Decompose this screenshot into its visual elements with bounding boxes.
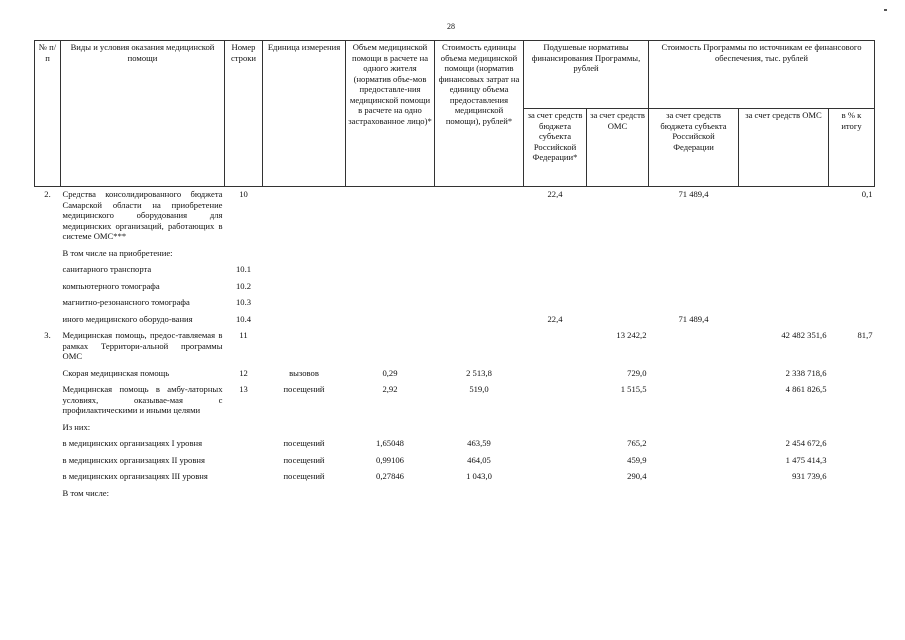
cell-unit: посещений (283, 454, 325, 465)
cell-volume (346, 262, 435, 279)
cell-unit (263, 279, 346, 296)
cell-cost: 2 513,8 (466, 367, 492, 378)
cell-program-pct (829, 436, 875, 453)
cell-percapita-budget (524, 295, 587, 312)
cell-percapita-oms (587, 246, 649, 263)
cell-name: иного медицинского оборудо-вания (62, 313, 193, 324)
cell-percapita-oms: 13 242,2 (616, 330, 647, 340)
cell-unit: посещений (283, 384, 325, 394)
cell-percapita-budget (524, 453, 587, 470)
cell-num (35, 453, 61, 470)
cell-program-oms (739, 420, 829, 437)
cell-program-oms: 42 482 351,6 (781, 330, 827, 340)
cell-percapita-oms: 729,0 (627, 367, 647, 378)
cell-line (225, 469, 263, 486)
table-row (35, 187, 875, 246)
cell-program-pct (829, 453, 875, 470)
cell-num: 3. (44, 330, 51, 340)
cell-cost (435, 246, 524, 263)
cell-percapita-budget (524, 382, 587, 420)
cell-program-pct: 81,7 (857, 330, 873, 340)
cell-program-oms: 2 338 718,6 (785, 367, 827, 378)
cell-percapita-budget (524, 469, 587, 486)
cell-line: 10.1 (235, 264, 252, 274)
cell-unit: посещений (283, 471, 325, 481)
cell-volume: 0,29 (382, 367, 398, 378)
cell-unit: вызовов (289, 367, 319, 378)
header-percapita-oms: за счет средств ОМС (587, 109, 649, 187)
cell-volume (346, 312, 435, 329)
cell-percapita-oms: 765,2 (627, 438, 647, 448)
cell-program-budget (649, 295, 739, 312)
cell-program-budget (649, 436, 739, 453)
cell-program-pct (829, 486, 875, 503)
table-row (35, 453, 875, 470)
cell-name: Скорая медицинская помощь (62, 367, 170, 378)
cell-num (35, 295, 61, 312)
cell-unit (263, 246, 346, 263)
cell-cost (435, 486, 524, 503)
cell-line (225, 436, 263, 453)
cell-percapita-budget (524, 436, 587, 453)
cell-program-pct (829, 262, 875, 279)
cell-line: 10.4 (235, 313, 252, 324)
cell-program-budget (649, 469, 739, 486)
header-line: Номер строки (225, 41, 263, 187)
cell-name: Медицинская помощь, предос-тавляемая в рамках Территори-альной программы ОМС (62, 330, 223, 361)
cell-name: Средства консолидированного бюджета Самарской области на приобретение медицинского оборудования для медицинских организаций, работающих в системе ОМС*** (61, 187, 225, 246)
cell-program-budget (649, 262, 739, 279)
cell-percapita-budget (524, 328, 587, 366)
cell-num (35, 366, 61, 383)
cell-program-oms: 4 861 826,5 (785, 384, 827, 394)
cell-percapita-budget (524, 420, 587, 437)
header-unit: Единица измерения (263, 41, 346, 187)
cell-program-budget (649, 328, 739, 366)
table-row (35, 328, 875, 366)
cell-volume (346, 279, 435, 296)
table-row (35, 469, 875, 486)
cell-program-pct (829, 246, 875, 263)
header-cost: Стоимость единицы объема медицинской помощи (норматив финансовых затрат на единицу объема предоставления медицинской помощи), рублей* (435, 41, 524, 187)
cell-program-oms: 1 475 414,3 (785, 454, 827, 465)
header-program-oms: за счет средств ОМС (739, 109, 829, 187)
header-num: № п/п (35, 41, 61, 187)
cell-cost: 464,05 (467, 454, 491, 465)
cell-cost: 1 043,0 (466, 471, 492, 481)
cell-percapita-budget: 22,4 (547, 313, 563, 324)
header-kind: Виды и условия оказания медицинской помощи (61, 41, 225, 187)
cell-percapita-budget (524, 262, 587, 279)
table-body (35, 187, 875, 503)
cell-name: Медицинская помощь в амбу-латорных условиях, оказывае-мая с профилактическими и иными целями (62, 384, 223, 415)
cell-name: компьютерного томографа (62, 280, 160, 291)
cell-line: 13 (239, 384, 248, 394)
table-row (35, 312, 875, 329)
cell-program-budget (649, 486, 739, 503)
cell-num (35, 436, 61, 453)
cell-program-oms (739, 295, 829, 312)
cell-num (35, 382, 61, 420)
cell-percapita-oms (587, 486, 649, 503)
table-row (35, 295, 875, 312)
cell-volume (346, 295, 435, 312)
cell-line (225, 453, 263, 470)
cell-unit (263, 328, 346, 366)
cell-num (35, 312, 61, 329)
cell-num (35, 246, 61, 263)
cell-unit (263, 486, 346, 503)
table-row (35, 420, 875, 437)
cell-line (225, 246, 263, 263)
table-row (35, 436, 875, 453)
cell-line: 10.3 (235, 297, 252, 307)
cell-unit (263, 295, 346, 312)
cell-percapita-oms (587, 420, 649, 437)
cell-cost: 519,0 (469, 384, 489, 394)
cell-name: В том числе: (62, 487, 109, 498)
cell-percapita-budget (524, 279, 587, 296)
cell-percapita-oms (587, 279, 649, 296)
cell-volume (346, 187, 435, 246)
table-row (35, 262, 875, 279)
cell-program-oms (739, 187, 829, 246)
cell-name: Из них: (62, 421, 91, 432)
program-cost-table (34, 40, 875, 502)
cell-program-budget (649, 420, 739, 437)
cell-percapita-budget (524, 486, 587, 503)
header-volume: Объем медицинской помощи в расчете на одного жителя (норматив объе-мов предоставле-ния медицинской помощи в расчете на одно застрахованное лицо)* (346, 41, 435, 187)
cell-line (225, 486, 263, 503)
cell-percapita-oms: 459,9 (627, 454, 647, 465)
table-row (35, 279, 875, 296)
cell-unit: посещений (283, 438, 325, 448)
cell-num (35, 420, 61, 437)
cell-program-oms: 931 739,6 (792, 471, 827, 481)
cell-cost (435, 312, 524, 329)
cell-program-pct (829, 469, 875, 486)
cell-name: в медицинских организациях II уровня (62, 454, 205, 465)
cell-program-pct (829, 295, 875, 312)
cell-num (35, 486, 61, 503)
cell-num (35, 262, 61, 279)
cell-program-oms (739, 486, 829, 503)
table-row (35, 246, 875, 263)
cell-volume: 0,27846 (376, 471, 404, 481)
table-row (35, 382, 875, 420)
header-percapita: Подушевые нормативы финансирования Программы, рублей (524, 41, 649, 109)
cell-program-oms (739, 279, 829, 296)
cell-program-budget (649, 366, 739, 383)
cell-program-budget: 71 489,4 (649, 187, 739, 246)
cell-cost: 463,59 (467, 438, 491, 448)
cell-unit (263, 420, 346, 437)
cell-percapita-oms (587, 312, 649, 329)
cell-program-budget: 71 489,4 (678, 313, 709, 324)
cell-name: магнитно-резонансного томографа (62, 297, 190, 307)
cell-cost (435, 187, 524, 246)
cell-volume (346, 486, 435, 503)
cell-name: В том числе на приобретение: (62, 247, 173, 258)
cell-percapita-budget (524, 246, 587, 263)
cell-program-pct (829, 366, 875, 383)
cell-program-pct: 0,1 (829, 187, 875, 246)
corner-mark (884, 9, 887, 11)
cell-percapita-budget (524, 366, 587, 383)
cell-name: в медицинских организациях I уровня (62, 438, 203, 448)
cell-program-budget (649, 246, 739, 263)
cell-line: 11 (239, 330, 248, 340)
cell-num (35, 279, 61, 296)
cell-name: санитарного транспорта (62, 264, 152, 274)
page-number: 28 (447, 22, 455, 31)
cell-program-oms: 2 454 672,6 (785, 438, 827, 448)
cell-cost (435, 262, 524, 279)
header-program: Стоимость Программы по источникам ее финансового обеспечения, тыс. рублей (649, 41, 875, 109)
cell-volume: 0,99106 (376, 454, 404, 465)
cell-unit (263, 262, 346, 279)
cell-volume (346, 246, 435, 263)
cell-program-budget (649, 453, 739, 470)
cell-name: в медицинских организациях III уровня (62, 471, 208, 481)
cell-program-oms (739, 312, 829, 329)
cell-num: 2. (35, 187, 61, 246)
cell-unit (263, 312, 346, 329)
header-program-pct: в % к итогу (829, 109, 875, 187)
cell-line: 12 (239, 367, 248, 378)
cell-program-pct (829, 420, 875, 437)
cell-line: 10.2 (235, 280, 252, 291)
table-row (35, 486, 875, 503)
cell-num (35, 469, 61, 486)
cell-line (225, 420, 263, 437)
cell-volume: 2,92 (382, 384, 398, 394)
cell-cost (435, 279, 524, 296)
cell-cost (435, 295, 524, 312)
cell-volume: 1,65048 (376, 438, 404, 448)
cell-percapita-oms: 290,4 (627, 471, 647, 481)
cell-line: 10 (225, 187, 263, 246)
cell-volume (346, 328, 435, 366)
cell-percapita-oms (587, 262, 649, 279)
cell-program-pct (829, 279, 875, 296)
cell-program-oms (739, 246, 829, 263)
cell-unit (263, 187, 346, 246)
header-percapita-budget: за счет средств бюджета субъекта Российской Федерации* (524, 109, 587, 187)
cell-program-pct (829, 312, 875, 329)
table-row (35, 366, 875, 383)
cell-cost (435, 328, 524, 366)
header-program-budget: за счет средств бюджета субъекта Российской Федерации (649, 109, 739, 187)
cell-program-budget (649, 382, 739, 420)
cell-cost (435, 420, 524, 437)
cell-percapita-oms: 1 515,5 (620, 384, 647, 394)
cell-program-pct (829, 382, 875, 420)
cell-percapita-oms (587, 295, 649, 312)
cell-volume (346, 420, 435, 437)
cell-percapita-budget: 22,4 (524, 187, 587, 246)
cell-program-budget (649, 279, 739, 296)
cell-program-oms (739, 262, 829, 279)
cell-percapita-oms (587, 187, 649, 246)
